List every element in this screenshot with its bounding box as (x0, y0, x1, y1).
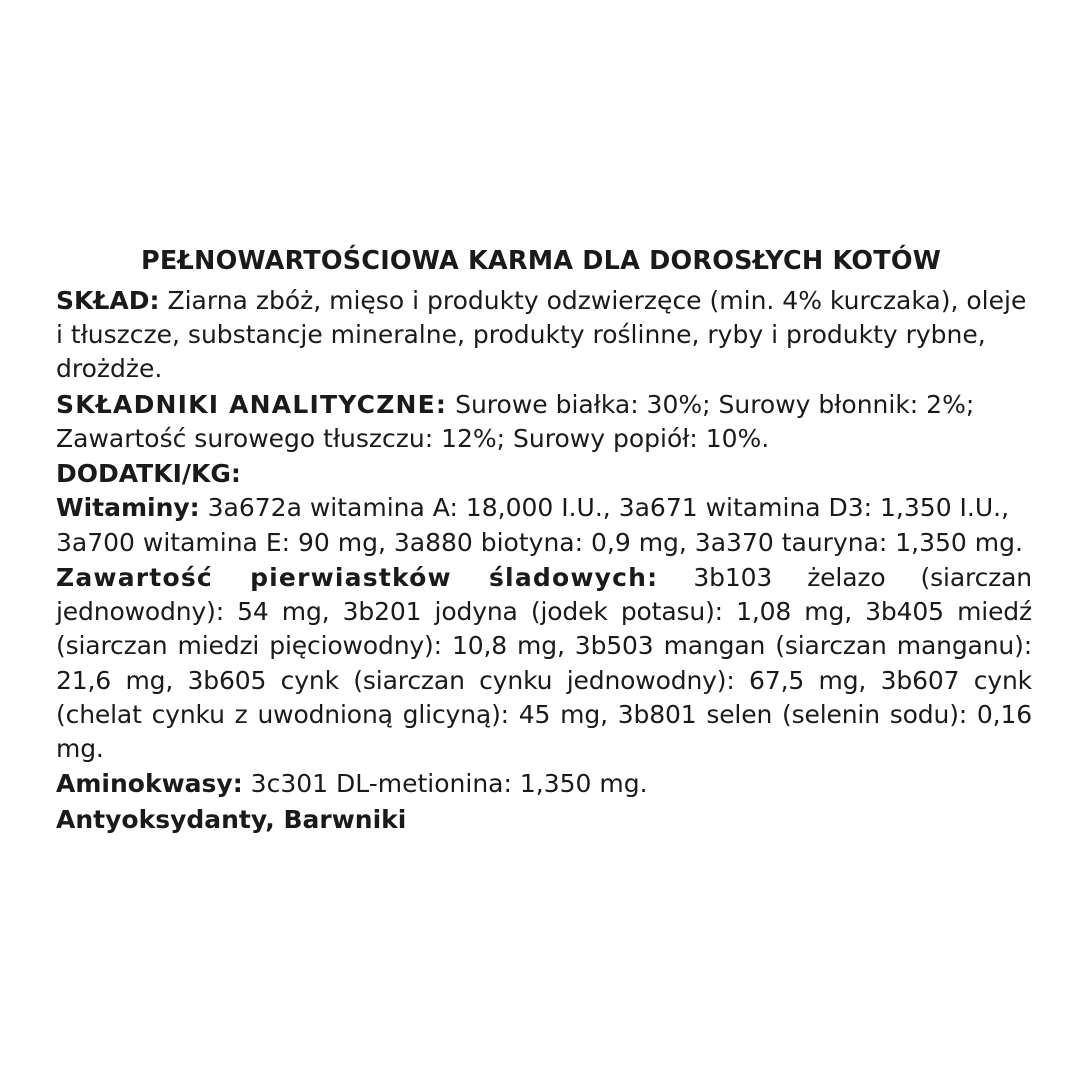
section-trace-elements-text: 3b103 żelazo (siarczan jednowodny): 54 mg, 3b201 jodyna (jodek potasu): 1,08 mg, 3b405 miedź (siarczan miedzi pięciowodny): 10,8 mg, 3b503 mangan (siarczan manganu): 21,6 mg, 3b605 cynk (siarczan cynku jednowodny): 67,5 mg, 3b607 cynk (chelat cynku z uwodnioną glicyną): 45 mg, 3b801 selen (selenin sodu): 0,16 mg. (56, 562, 1032, 764)
section-analytical-label: SKŁADNIKI ANALITYCZNE: (56, 389, 448, 419)
section-additives-label: DODATKI/KG: (56, 459, 241, 489)
section-analytical (56, 388, 1032, 457)
section-vitamins-label: Witaminy: (56, 493, 200, 523)
section-composition-label: SKŁAD: (56, 285, 160, 315)
section-analytical-text: Surowe białka: 30%; Surowy błonnik: 2%; Zawartość surowego tłuszczu: 12%; Surowy popiół: 10%. (56, 389, 975, 453)
label-text-block (56, 246, 1032, 837)
section-amino-acids-label: Aminokwasy: (56, 769, 243, 799)
section-trace-elements-label: Zawartość pierwiastków śladowych: (56, 562, 659, 592)
section-vitamins-text: 3a672a witamina A: 18,000 I.U., 3a671 witamina D3: 1,350 I.U., 3a700 witamina E: 90 mg, 3a880 biotyna: 0,9 mg, 3a370 tauryna: 1,350 mg. (56, 493, 1023, 557)
section-vitamins (56, 491, 1032, 560)
section-amino-acids-text: 3c301 DL-metionina: 1,350 mg. (250, 769, 648, 799)
section-amino-acids (56, 767, 1032, 801)
section-composition-text: Ziarna zbóż, mięso i produkty odzwierzęce (min. 4% kurczaka), oleje i tłuszcze, substancje mineralne, produkty roślinne, ryby i produkty rybne, drożdże. (56, 285, 1027, 384)
page-title: PEŁNOWARTOŚCIOWA KARMA DLA DOROSŁYCH KOTÓW (140, 246, 942, 276)
section-composition (56, 284, 1032, 387)
section-footer-note: Antyoksydanty, Barwniki (56, 804, 407, 834)
section-trace-elements (56, 561, 1032, 767)
